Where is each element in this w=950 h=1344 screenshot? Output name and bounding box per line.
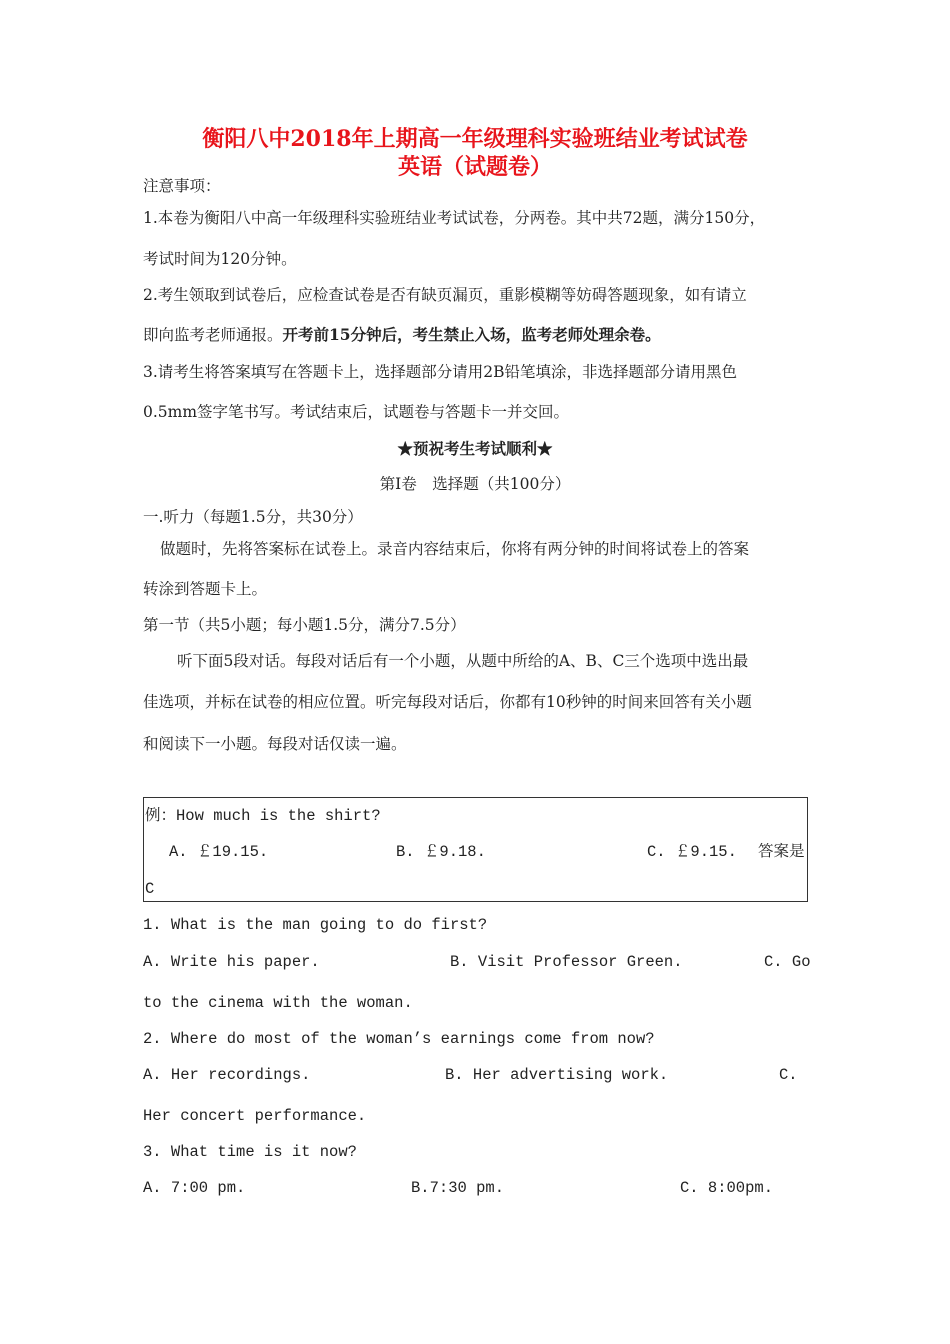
question-3-option-b: B.7:30 pm. <box>411 1179 505 1197</box>
exam-title: 衡阳八中2018年上期高一年级理科实验班结业考试试卷 <box>202 126 748 152</box>
notice-item-2-normal-text: 即向监考老师通报。 <box>143 326 283 344</box>
subsection-1-heading: 第一节（共5小题；每小题1.5分，满分7.5分） <box>143 616 466 634</box>
example-answer-label: 答案是 <box>758 842 805 860</box>
question-1-stem: 1. What is the man going to do first? <box>143 916 488 934</box>
example-option-b: B. ￡9.18. <box>396 843 486 861</box>
example-option-a: A. ￡19.15. <box>169 843 269 861</box>
example-box <box>143 797 808 902</box>
exam-subtitle: 英语（试题卷） <box>397 154 552 180</box>
notice-item-2-line-1: 2.考生领取到试卷后，应检查试卷是否有缺页漏页，重影模糊等妨碍答题现象，如有请立 <box>143 286 747 304</box>
subsection-1-instructions-line-1: 听下面5段对话。每段对话后有一个小题，从题中所给的A、B、C三个选项中选出最 <box>177 652 749 670</box>
question-2-option-c-continued: Her concert performance. <box>143 1107 367 1125</box>
part-1-title: 第Ⅰ卷 选择题（共100分） <box>379 475 571 493</box>
question-2-option-b: B. Her advertising work. <box>445 1066 669 1084</box>
example-answer-value: C <box>145 880 155 898</box>
wish-banner: ★预祝考生考试顺利★ <box>397 439 553 458</box>
notice-item-3-line-2: 0.5mm签字笔书写。考试结束后，试题卷与答题卡一并交回。 <box>143 403 570 421</box>
section-1-heading: 一.听力（每题1.5分，共30分） <box>143 508 363 526</box>
question-2-option-c: C. <box>779 1066 798 1084</box>
question-3-stem: 3. What time is it now? <box>143 1143 357 1161</box>
question-2-option-a: A. Her recordings. <box>143 1066 311 1084</box>
question-3-option-c: C. 8:00pm. <box>680 1179 774 1197</box>
question-1-option-b: B. Visit Professor Green. <box>450 953 683 971</box>
question-2-stem: 2. Where do most of the woman’s earnings come from now? <box>143 1030 655 1048</box>
example-option-c: C. ￡9.15. <box>647 843 737 861</box>
notice-item-3-line-1: 3.请考生将答案填写在答题卡上，选择题部分请用2B铅笔填涂，非选择题部分请用黑色 <box>143 363 738 381</box>
notice-item-1-line-1: 1.本卷为衡阳八中高一年级理科实验班结业考试试卷，分两卷。其中共72题，满分150分， <box>143 209 766 227</box>
section-1-instructions-line-2: 转涂到答题卡上。 <box>143 580 268 598</box>
subsection-1-instructions-line-3: 和阅读下一小题。每段对话仅读一遍。 <box>143 735 407 753</box>
question-3-option-a: A. 7:00 pm. <box>143 1179 246 1197</box>
question-1-option-c: C. Go <box>764 953 811 971</box>
subsection-1-instructions-line-2: 佳选项，并标在试卷的相应位置。听完每段对话后，你都有10秒钟的时间来回答有关小题 <box>143 693 752 711</box>
section-1-instructions-line-1: 做题时，先将答案标在试卷上。录音内容结束后，你将有两分钟的时间将试卷上的答案 <box>160 540 750 558</box>
notice-item-2-line-2 <box>143 323 661 345</box>
question-1-option-a: A. Write his paper. <box>143 953 320 971</box>
notice-item-2-bold-text: 开考前15分钟后，考生禁止入场，监考老师处理余卷。 <box>282 325 661 344</box>
question-1-option-c-continued: to the cinema with the woman. <box>143 994 413 1012</box>
notice-item-1-line-2: 考试时间为120分钟。 <box>143 250 297 268</box>
notice-heading: 注意事项： <box>143 177 221 195</box>
example-question: 例：How much is the shirt? <box>145 807 381 825</box>
